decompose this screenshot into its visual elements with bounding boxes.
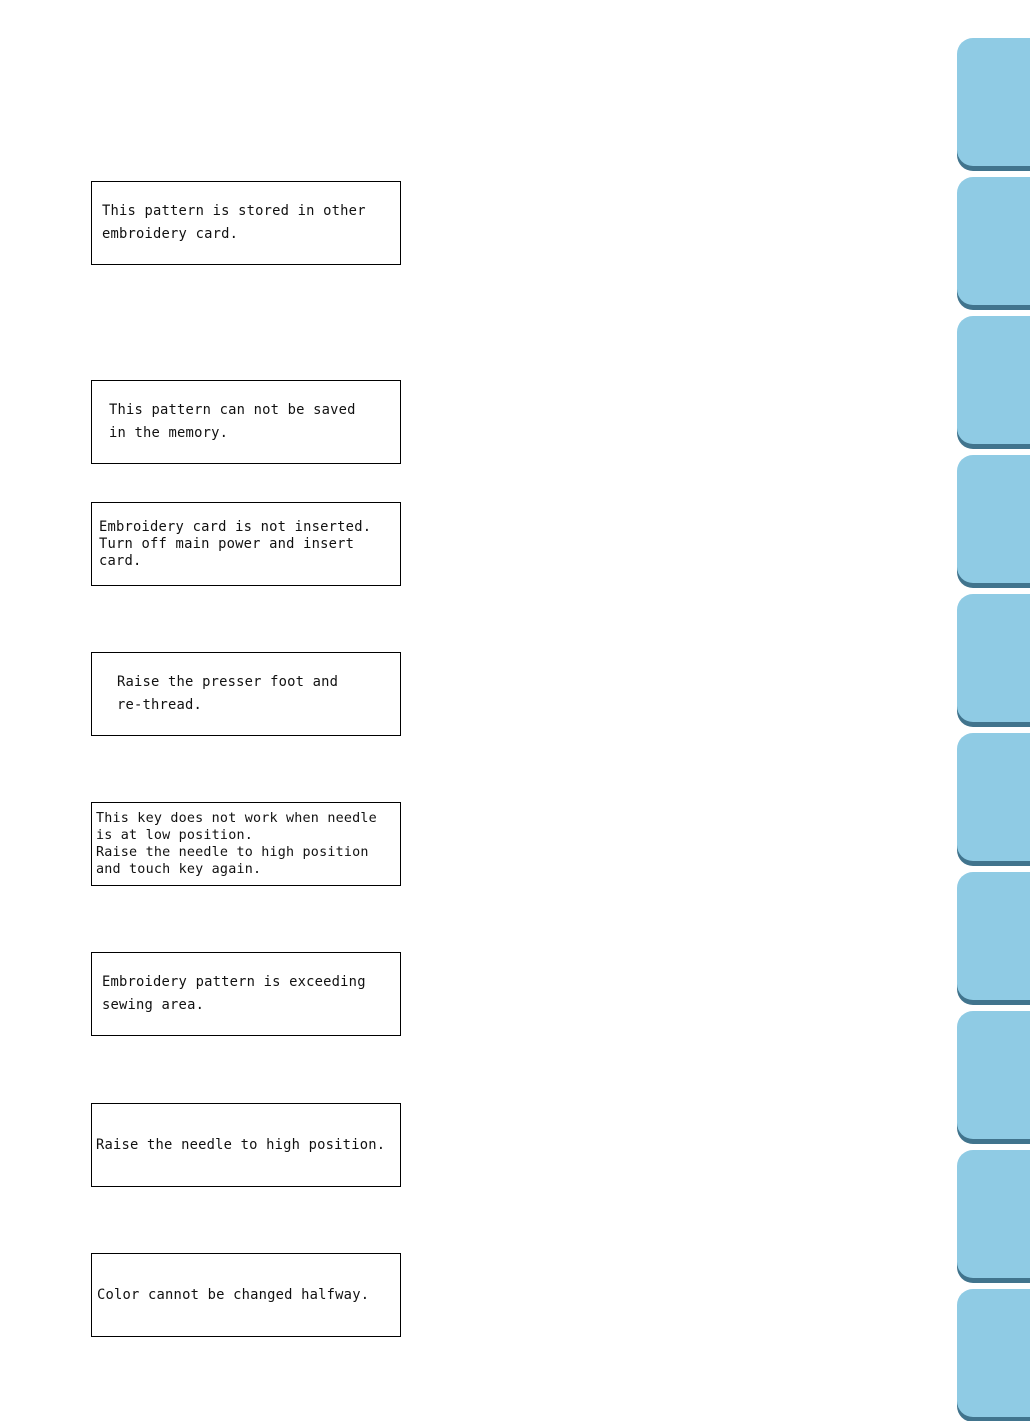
message-text: Color cannot be changed halfway. xyxy=(97,1286,370,1303)
chapter-tab-1[interactable] xyxy=(957,38,1030,166)
message-box-exceeding-area xyxy=(91,952,401,1036)
chapter-tab-9[interactable] xyxy=(957,1150,1030,1278)
chapter-tab-4[interactable] xyxy=(957,455,1030,583)
chapter-tab-6[interactable] xyxy=(957,733,1030,861)
message-box-stored-other-card xyxy=(91,181,401,265)
message-box-card-not-inserted xyxy=(91,502,401,586)
message-box-cannot-save xyxy=(91,380,401,464)
message-text: This pattern can not be saved in the memory. xyxy=(109,402,356,441)
message-box-color-halfway xyxy=(91,1253,401,1337)
chapter-tab-2[interactable] xyxy=(957,177,1030,305)
chapter-tab-7[interactable] xyxy=(957,872,1030,1000)
message-text: This pattern is stored in other embroidery card. xyxy=(102,203,366,242)
message-text: Raise the presser foot and re-thread. xyxy=(117,674,339,713)
message-text: Embroidery card is not inserted. Turn off main power and insert card. xyxy=(99,518,372,569)
message-text: Raise the needle to high position. xyxy=(96,1136,386,1153)
message-text: This key does not work when needle is at low position. Raise the needle to high position and touch key again. xyxy=(96,811,377,877)
message-text: Embroidery pattern is exceeding sewing area. xyxy=(102,974,366,1013)
message-box-raise-presser-foot xyxy=(91,652,401,736)
chapter-tab-3[interactable] xyxy=(957,316,1030,444)
message-box-needle-low-position xyxy=(91,802,401,886)
chapter-tab-10[interactable] xyxy=(957,1289,1030,1417)
chapter-tab-5[interactable] xyxy=(957,594,1030,722)
chapter-tab-8[interactable] xyxy=(957,1011,1030,1139)
message-box-raise-needle xyxy=(91,1103,401,1187)
